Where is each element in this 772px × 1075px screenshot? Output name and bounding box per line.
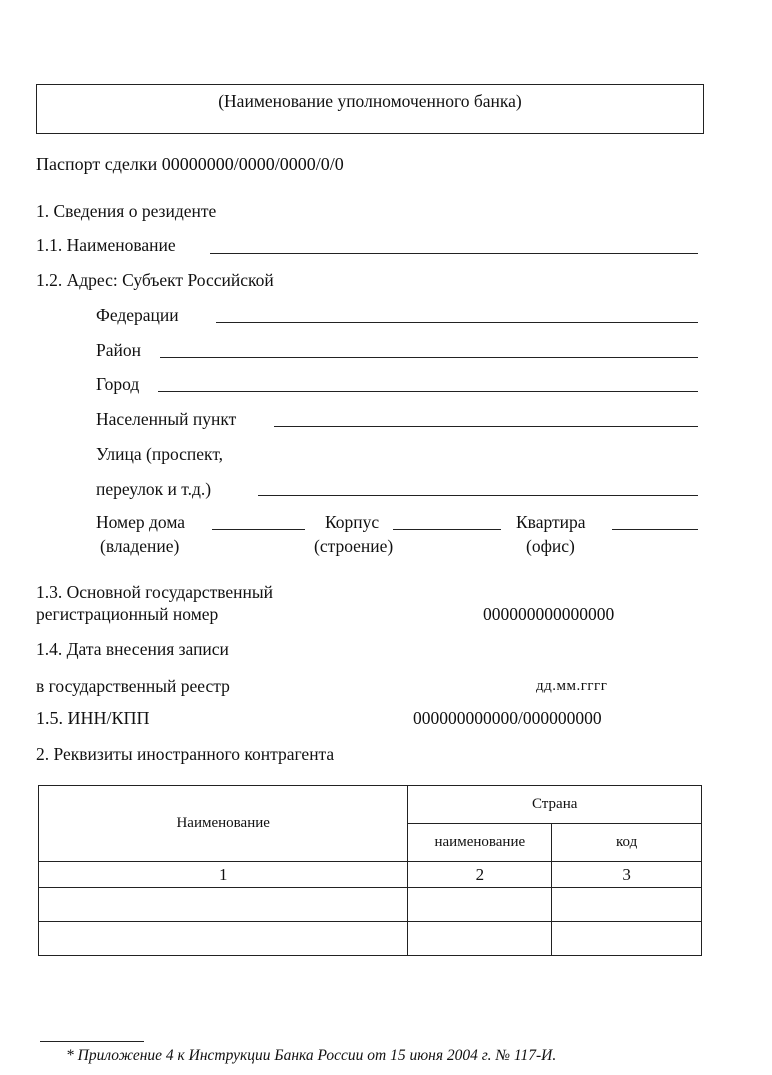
street-label-line-2: переулок и т.д.)	[96, 479, 212, 499]
locality-label: Населенный пункт	[96, 409, 237, 429]
table-cell-name[interactable]	[39, 888, 408, 922]
house-field[interactable]	[212, 529, 305, 530]
col-number-2: 2	[408, 862, 552, 888]
col-number-1: 1	[39, 862, 408, 888]
counterparty-table	[38, 785, 702, 956]
district-label: Район	[96, 340, 141, 360]
col-header-name: Наименование	[39, 786, 408, 862]
locality-field[interactable]	[274, 426, 698, 427]
bank-name-caption: (Наименование уполномоченного банка)	[218, 91, 522, 111]
inn-value[interactable]: 000000000000/000000000	[413, 708, 602, 728]
table-cell-country-code[interactable]	[552, 922, 702, 956]
ogrn-value[interactable]: 000000000000000	[483, 604, 615, 624]
date-label-line-1: 1.4. Дата внесения записи	[36, 639, 229, 659]
building-label: Корпус	[325, 512, 380, 532]
inn-label: 1.5. ИНН/КПП	[36, 708, 150, 728]
col-header-country-code: код	[552, 824, 702, 862]
footnote-divider	[40, 1041, 144, 1042]
house-sublabel: (владение)	[100, 536, 180, 556]
street-field[interactable]	[258, 495, 698, 496]
apartment-field[interactable]	[612, 529, 698, 530]
address-label: 1.2. Адрес: Субъект Российской	[36, 270, 274, 290]
ogrn-label-line-1: 1.3. Основной государственный	[36, 582, 273, 602]
table-cell-country-code[interactable]	[552, 888, 702, 922]
federation-field[interactable]	[216, 322, 698, 323]
passport-number: Паспорт сделки 00000000/0000/0000/0/0	[36, 154, 344, 174]
section-2-heading: 2. Реквизиты иностранного контрагента	[36, 744, 335, 764]
table-cell-country-name[interactable]	[408, 888, 552, 922]
building-sublabel: (строение)	[314, 536, 394, 556]
apartment-sublabel: (офис)	[526, 536, 575, 556]
col-header-country-name: наименование	[408, 824, 552, 862]
date-value[interactable]: дд.мм.гггг	[536, 678, 608, 694]
city-label: Город	[96, 374, 140, 394]
house-label: Номер дома	[96, 512, 186, 532]
table-cell-country-name[interactable]	[408, 922, 552, 956]
district-field[interactable]	[160, 357, 698, 358]
section-1-heading: 1. Сведения о резиденте	[36, 201, 217, 221]
col-number-3: 3	[552, 862, 702, 888]
federation-label: Федерации	[96, 305, 179, 325]
bank-name-box[interactable]	[36, 84, 704, 134]
resident-name-label: 1.1. Наименование	[36, 235, 176, 255]
date-label-line-2: в государственный реестр	[36, 676, 230, 696]
ogrn-label-line-2: регистрационный номер	[36, 604, 219, 624]
resident-name-field[interactable]	[210, 253, 698, 254]
building-field[interactable]	[393, 529, 501, 530]
footnote: * Приложение 4 к Инструкции Банка России от 15 июня 2004 г. № 117-И.	[66, 1047, 557, 1064]
apartment-label: Квартира	[516, 512, 586, 532]
city-field[interactable]	[158, 391, 698, 392]
table-cell-name[interactable]	[39, 922, 408, 956]
table-row	[39, 888, 702, 922]
col-header-country: Страна	[408, 786, 702, 824]
table-row	[39, 922, 702, 956]
street-label-line-1: Улица (проспект,	[96, 444, 224, 464]
